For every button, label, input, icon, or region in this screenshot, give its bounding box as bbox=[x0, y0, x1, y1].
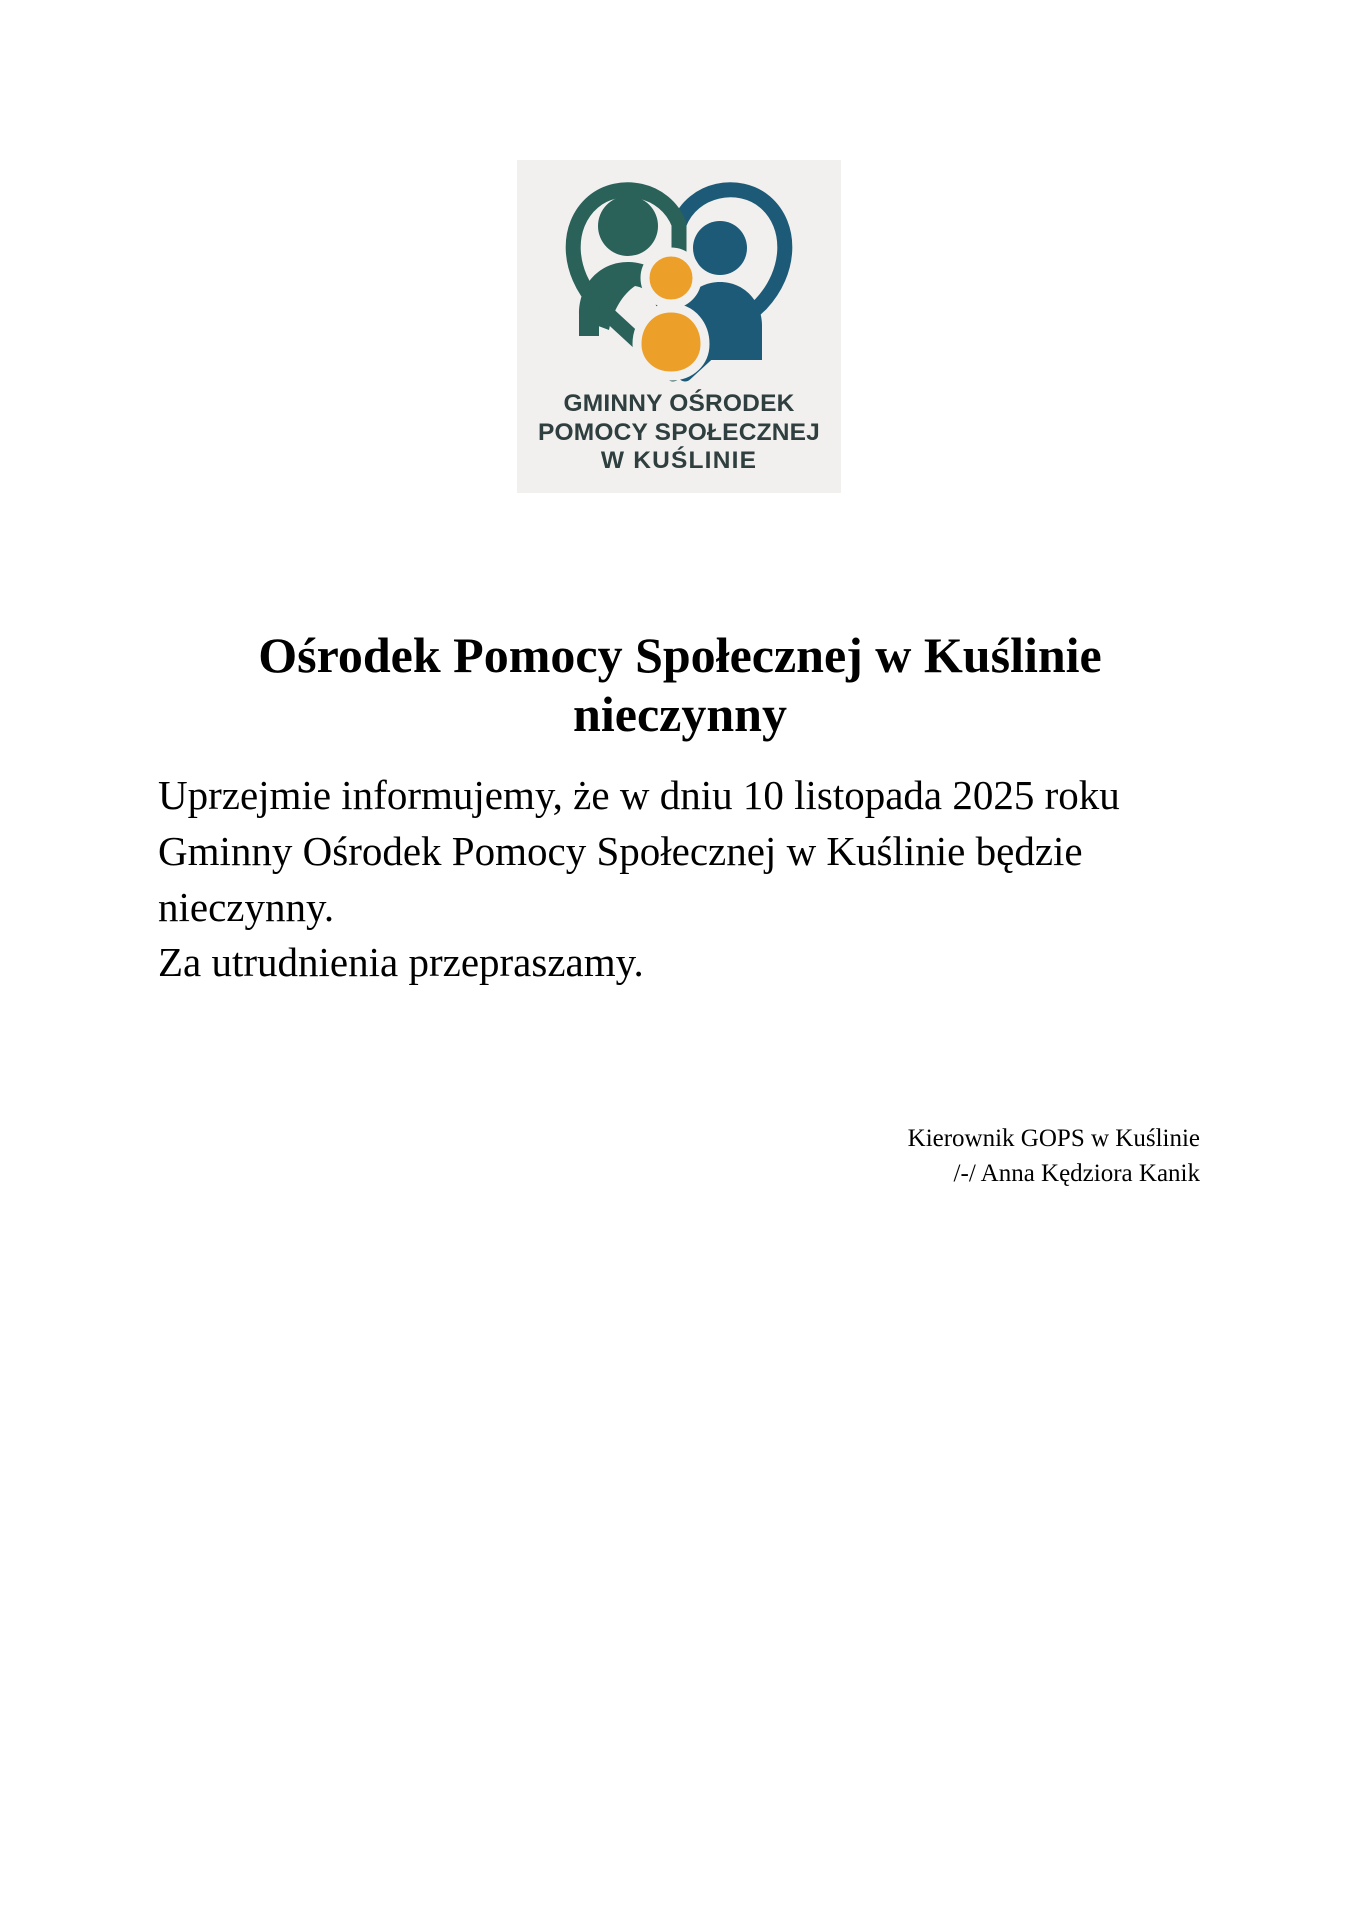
logo-wordmark-line-2: POMOCY SPOŁECZNEJ bbox=[537, 418, 821, 446]
organization-logo bbox=[517, 160, 841, 493]
logo-wordmark-line-1: GMINNY OŚRODEK bbox=[563, 390, 795, 417]
signature-title: Kierownik GOPS w Kuślinie bbox=[907, 1125, 1200, 1152]
signature-block bbox=[700, 1122, 1200, 1191]
announcement-paragraph-2: Za utrudnienia przepraszamy. bbox=[158, 939, 644, 986]
page-title: Ośrodek Pomocy Społecznej w Kuślinie nieczynny bbox=[258, 626, 1102, 742]
announcement-paragraph-1: Uprzejmie informujemy, że w dniu 10 listopada 2025 roku Gminny Ośrodek Pomocy Społecznej w Kuślinie będzie nieczynny. bbox=[158, 772, 1120, 930]
family-in-heart-logo-icon bbox=[553, 174, 805, 384]
signature-name: /-/ Anna Kędziora Kanik bbox=[953, 1159, 1200, 1187]
announcement-body bbox=[158, 768, 1168, 991]
logo-wordmark-line-3: W KUŚLINIE bbox=[600, 447, 758, 475]
logo-wordmark bbox=[538, 390, 820, 476]
